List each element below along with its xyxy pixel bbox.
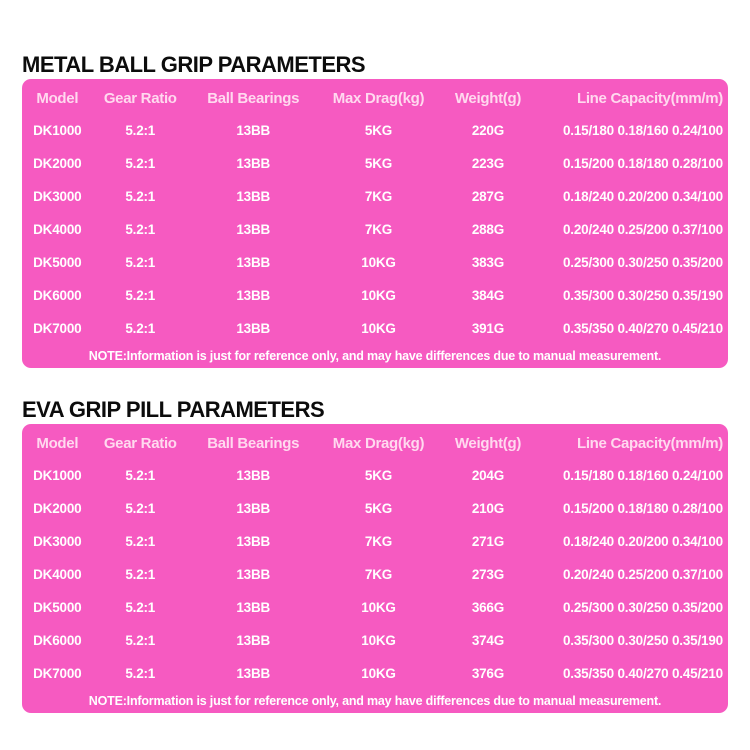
cell-max-drag: 7KG	[364, 222, 393, 237]
cell-line-capacity: 0.35/350 0.40/270 0.45/210	[563, 666, 723, 681]
note-row	[22, 690, 728, 711]
cell-gear-ratio: 5.2:1	[125, 600, 156, 615]
cell-line-capacity: 0.20/240 0.25/200 0.37/100	[563, 222, 723, 237]
table-row	[22, 558, 728, 591]
table-row	[22, 246, 728, 279]
metal-ball-grip-section	[22, 0, 728, 368]
cell-line-capacity: 0.15/180 0.18/160 0.24/100	[563, 123, 723, 138]
cell-max-drag: 10KG	[361, 255, 396, 270]
cell-weight: 204G	[471, 468, 505, 483]
cell-gear-ratio: 5.2:1	[125, 321, 156, 336]
cell-gear-ratio: 5.2:1	[125, 633, 156, 648]
table-row	[22, 147, 728, 180]
column-header-gear-ratio: Gear Ratio	[103, 89, 177, 107]
table-row	[22, 525, 728, 558]
cell-ball-bearings: 13BB	[236, 534, 271, 549]
cell-weight: 376G	[471, 666, 505, 681]
cell-line-capacity: 0.18/240 0.20/200 0.34/100	[563, 189, 723, 204]
cell-gear-ratio: 5.2:1	[125, 666, 156, 681]
cell-weight: 383G	[471, 255, 505, 270]
cell-ball-bearings: 13BB	[236, 156, 271, 171]
cell-max-drag: 7KG	[364, 567, 393, 582]
column-header-line-capacity: Line Capacity(mm/m)	[576, 89, 723, 107]
cell-weight: 391G	[471, 321, 505, 336]
cell-model: DK3000	[33, 189, 82, 204]
cell-model: DK1000	[33, 468, 82, 483]
cell-max-drag: 5KG	[364, 123, 393, 138]
cell-gear-ratio: 5.2:1	[125, 288, 156, 303]
cell-line-capacity: 0.25/300 0.30/250 0.35/200	[563, 255, 723, 270]
cell-ball-bearings: 13BB	[236, 189, 271, 204]
cell-weight: 288G	[471, 222, 505, 237]
cell-ball-bearings: 13BB	[236, 255, 271, 270]
cell-ball-bearings: 13BB	[236, 321, 271, 336]
cell-model: DK3000	[33, 534, 82, 549]
eva-grip-pill-title: EVA GRIP PILL PARAMETERS	[22, 397, 325, 422]
cell-ball-bearings: 13BB	[236, 468, 271, 483]
table-row	[22, 459, 728, 492]
cell-weight: 273G	[471, 567, 505, 582]
column-header-weight: Weight(g)	[454, 434, 522, 452]
table-row	[22, 624, 728, 657]
cell-max-drag: 7KG	[364, 534, 393, 549]
cell-line-capacity: 0.35/300 0.30/250 0.35/190	[563, 633, 723, 648]
eva-grip-pill-table	[22, 424, 728, 713]
cell-model: DK5000	[33, 600, 82, 615]
cell-weight: 366G	[471, 600, 505, 615]
cell-gear-ratio: 5.2:1	[125, 255, 156, 270]
note-text: NOTE:Information is just for reference only, and may have differences due to manual measurement.	[88, 693, 662, 708]
cell-model: DK2000	[33, 156, 82, 171]
note-row	[22, 345, 728, 366]
cell-weight: 384G	[471, 288, 505, 303]
eva-grip-pill-section	[22, 368, 728, 713]
note-text: NOTE:Information is just for reference only, and may have differences due to manual measurement.	[88, 348, 662, 363]
table-row	[22, 492, 728, 525]
table-row	[22, 312, 728, 345]
cell-max-drag: 5KG	[364, 468, 393, 483]
cell-ball-bearings: 13BB	[236, 288, 271, 303]
cell-model: DK2000	[33, 501, 82, 516]
column-header-ball-bearings: Ball Bearings	[207, 434, 300, 452]
column-header-ball-bearings: Ball Bearings	[207, 89, 300, 107]
column-header-weight: Weight(g)	[454, 89, 522, 107]
cell-max-drag: 10KG	[361, 633, 396, 648]
cell-gear-ratio: 5.2:1	[125, 501, 156, 516]
cell-model: DK7000	[33, 321, 82, 336]
table-row	[22, 180, 728, 213]
cell-weight: 210G	[471, 501, 505, 516]
cell-max-drag: 10KG	[361, 666, 396, 681]
cell-gear-ratio: 5.2:1	[125, 468, 156, 483]
column-header-max-drag: Max Drag(kg)	[332, 89, 425, 107]
table-row	[22, 114, 728, 147]
cell-weight: 374G	[471, 633, 505, 648]
cell-model: DK1000	[33, 123, 82, 138]
cell-line-capacity: 0.15/180 0.18/160 0.24/100	[563, 468, 723, 483]
cell-model: DK6000	[33, 288, 82, 303]
cell-ball-bearings: 13BB	[236, 123, 271, 138]
cell-gear-ratio: 5.2:1	[125, 567, 156, 582]
cell-line-capacity: 0.35/300 0.30/250 0.35/190	[563, 288, 723, 303]
cell-line-capacity: 0.20/240 0.25/200 0.37/100	[563, 567, 723, 582]
cell-gear-ratio: 5.2:1	[125, 222, 156, 237]
cell-line-capacity: 0.18/240 0.20/200 0.34/100	[563, 534, 723, 549]
header-row	[22, 82, 728, 114]
table-row	[22, 213, 728, 246]
cell-max-drag: 7KG	[364, 189, 393, 204]
cell-ball-bearings: 13BB	[236, 600, 271, 615]
cell-gear-ratio: 5.2:1	[125, 156, 156, 171]
column-header-gear-ratio: Gear Ratio	[103, 434, 177, 452]
metal-ball-grip-table	[22, 79, 728, 368]
cell-model: DK4000	[33, 222, 82, 237]
cell-model: DK5000	[33, 255, 82, 270]
cell-max-drag: 5KG	[364, 501, 393, 516]
cell-line-capacity: 0.35/350 0.40/270 0.45/210	[563, 321, 723, 336]
column-header-model: Model	[36, 89, 79, 107]
cell-line-capacity: 0.15/200 0.18/180 0.28/100	[563, 501, 723, 516]
cell-weight: 223G	[471, 156, 505, 171]
cell-ball-bearings: 13BB	[236, 666, 271, 681]
header-row	[22, 427, 728, 459]
column-header-max-drag: Max Drag(kg)	[332, 434, 425, 452]
cell-ball-bearings: 13BB	[236, 222, 271, 237]
cell-max-drag: 10KG	[361, 600, 396, 615]
cell-ball-bearings: 13BB	[236, 633, 271, 648]
table-row	[22, 279, 728, 312]
cell-weight: 220G	[471, 123, 505, 138]
cell-gear-ratio: 5.2:1	[125, 123, 156, 138]
cell-model: DK7000	[33, 666, 82, 681]
cell-line-capacity: 0.15/200 0.18/180 0.28/100	[563, 156, 723, 171]
cell-weight: 271G	[471, 534, 505, 549]
metal-ball-grip-title: METAL BALL GRIP PARAMETERS	[22, 52, 366, 77]
column-header-line-capacity: Line Capacity(mm/m)	[576, 434, 723, 452]
cell-gear-ratio: 5.2:1	[125, 534, 156, 549]
cell-model: DK6000	[33, 633, 82, 648]
cell-max-drag: 10KG	[361, 288, 396, 303]
cell-max-drag: 5KG	[364, 156, 393, 171]
cell-ball-bearings: 13BB	[236, 501, 271, 516]
table-row	[22, 591, 728, 624]
table-row	[22, 657, 728, 690]
cell-max-drag: 10KG	[361, 321, 396, 336]
cell-weight: 287G	[471, 189, 505, 204]
column-header-model: Model	[36, 434, 79, 452]
cell-ball-bearings: 13BB	[236, 567, 271, 582]
cell-model: DK4000	[33, 567, 82, 582]
cell-gear-ratio: 5.2:1	[125, 189, 156, 204]
cell-line-capacity: 0.25/300 0.30/250 0.35/200	[563, 600, 723, 615]
